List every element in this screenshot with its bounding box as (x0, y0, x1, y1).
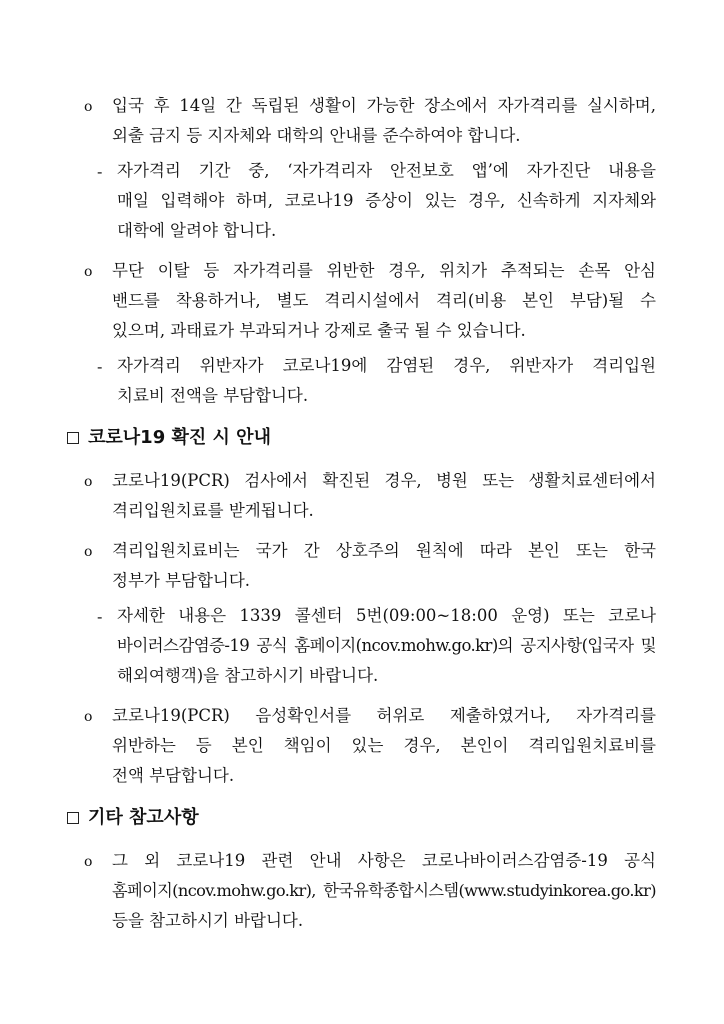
paragraph-line: 전액 부담합니다. (112, 766, 235, 785)
paragraph-line: 치료비 전액을 부담합니다. (117, 386, 309, 405)
paragraph-line: 홈페이지(ncov.mohw.go.kr), 한국유학종합시스템(www.studyinkorea.go.kr) (112, 881, 656, 900)
paragraph-line: 등을 참고하시기 바랍니다. (112, 911, 304, 930)
paragraph-line: 대학에 알려야 합니다. (117, 221, 277, 240)
section-checkbox-icon (67, 432, 79, 444)
bullet-marker: o (84, 264, 93, 280)
dash-marker: - (97, 607, 103, 626)
paragraph-line: 자가격리 기간 중, ‘자가격리자 안전보호 앱’에 자가진단 내용을 (117, 161, 656, 180)
paragraph-line: 매일 입력해야 하며, 코로나19 증상이 있는 경우, 신속하게 지자체와 (117, 191, 656, 210)
paragraph-line: 격리입원치료를 받게됩니다. (112, 501, 314, 520)
paragraph-line: 바이러스감염증-19 공식 홈페이지(ncov.mohw.go.kr)의 공지사항(입국자 및 (117, 636, 656, 655)
section-heading: 기타 참고사항 (88, 807, 199, 828)
paragraph-line: 입국 후 14일 간 독립된 생활이 가능한 장소에서 자가격리를 실시하며, (112, 96, 656, 115)
paragraph-line: 정부가 부담합니다. (112, 571, 251, 590)
paragraph-line: 무단 이탈 등 자가격리를 위반한 경우, 위치가 추적되는 손목 안심 (112, 261, 656, 280)
paragraph-line: 격리입원치료비는 국가 간 상호주의 원칙에 따라 본인 또는 한국 (112, 541, 656, 560)
bullet-marker: o (84, 854, 93, 870)
paragraph-line: 자세한 내용은 1339 콜센터 5번(09:00~18:00 운영) 또는 코로나 (117, 606, 656, 625)
section-heading: 코로나19 확진 시 안내 (88, 427, 271, 448)
bullet-marker: o (84, 544, 93, 560)
paragraph-line: 해외여행객)을 참고하시기 바랍니다. (117, 666, 379, 685)
paragraph-line: 코로나19(PCR) 음성확인서를 허위로 제출하였거나, 자가격리를 (112, 706, 656, 725)
paragraph-line: 외출 금지 등 지자체와 대학의 안내를 준수하여야 합니다. (112, 126, 521, 145)
dash-marker: - (97, 162, 103, 181)
dash-marker: - (97, 357, 103, 376)
paragraph-line: 자가격리 위반자가 코로나19에 감염된 경우, 위반자가 격리입원 (117, 356, 656, 375)
section-checkbox-icon (67, 812, 79, 824)
paragraph-line: 위반하는 등 본인 책임이 있는 경우, 본인이 격리입원치료비를 (112, 736, 656, 755)
bullet-marker: o (84, 709, 93, 725)
bullet-marker: o (84, 474, 93, 490)
paragraph-line: 있으며, 과태료가 부과되거나 강제로 출국 될 수 있습니다. (112, 321, 526, 340)
paragraph-line: 밴드를 착용하거나, 별도 격리시설에서 격리(비용 본인 부담)될 수 (112, 291, 656, 310)
bullet-marker: o (84, 99, 93, 115)
paragraph-line: 코로나19(PCR) 검사에서 확진된 경우, 병원 또는 생활치료센터에서 (112, 471, 656, 490)
paragraph-line: 그 외 코로나19 관련 안내 사항은 코로나바이러스감염증-19 공식 (112, 851, 656, 870)
